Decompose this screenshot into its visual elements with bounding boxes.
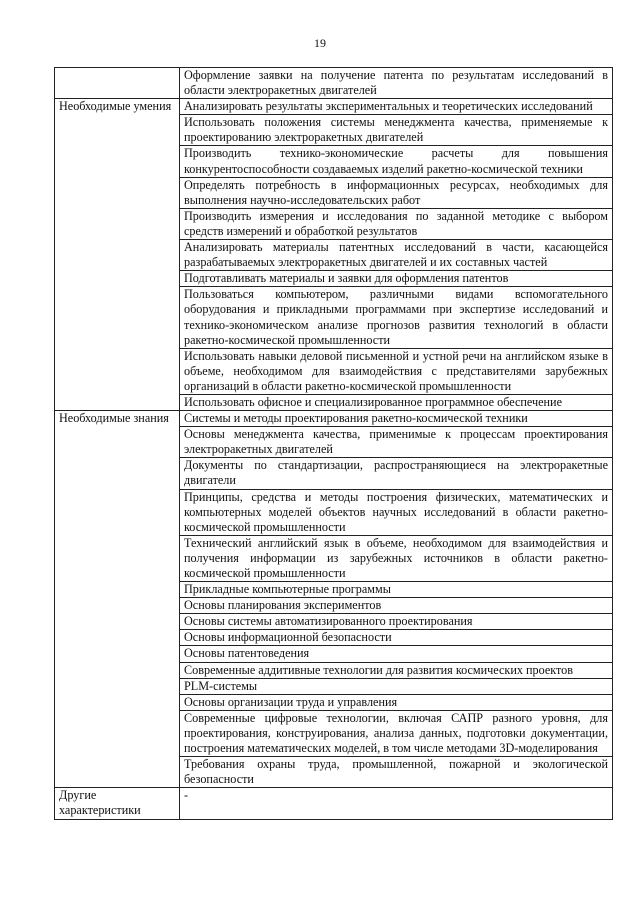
table-row [55,411,613,427]
requirement-item: Системы и методы проектирования ракетно-космической техники [180,411,613,427]
requirement-item: Использовать навыки деловой письменной и устной речи на английском языке в объеме, необходимом для взаимодействия с представителями зарубежных организаций в области ракетно-космической промышленности [180,348,613,394]
requirement-item: Принципы, средства и методы построения физических, математических и компьютерных моделей объектов научных исследований в области ракетно-космической промышленности [180,489,613,535]
requirement-item: Требования охраны труда, промышленной, пожарной и экологической безопасности [180,757,613,788]
requirement-item: Подготавливать материалы и заявки для оформления патентов [180,271,613,287]
qualification-table [54,67,613,820]
table-row [55,68,613,99]
requirement-item: Современные цифровые технологии, включая САПР разного уровня, для проектирования, конструирования, анализа данных, подготовки документации, построения математических моделей, в том числе методами 3D-моделирования [180,710,613,756]
requirement-item: Использовать положения системы менеджмента качества, применяемые к проектированию электроракетных двигателей [180,115,613,146]
requirement-item: Основы планирования экспериментов [180,598,613,614]
requirement-item: Оформление заявки на получение патента по результатам исследований в области электроракетных двигателей [180,68,613,99]
requirement-item: Производить измерения и исследования по заданной методике с выбором средств измерений и обработкой результатов [180,208,613,239]
requirement-item: Анализировать результаты экспериментальных и теоретических исследований [180,99,613,115]
section-label [55,68,180,99]
requirement-item: Основы информационной безопасности [180,630,613,646]
requirement-item: Использовать офисное и специализированное программное обеспечение [180,394,613,410]
page-number: 19 [314,36,326,50]
section-label: Необходимые знания [55,411,180,788]
requirement-item: Технический английский язык в объеме, необходимом для взаимодействия и получения информации из зарубежных источников в области ракетно-космической промышленности [180,535,613,581]
requirement-item: Пользоваться компьютером, различными видами вспомогательного оборудования и прикладными программами при экспертизе исследований и технико-экономическом анализе прогнозов развития технологий в области ракетно-космической промышленности [180,287,613,348]
qualification-table-body [55,68,613,820]
table-row [55,99,613,115]
requirement-item: Производить технико-экономические расчеты для повышения конкурентоспособности создаваемых изделий ракетно-космической техники [180,146,613,177]
requirement-item: Анализировать материалы патентных исследований в части, касающейся разрабатываемых электроракетных двигателей и их составных частей [180,240,613,271]
requirement-item: Основы системы автоматизированного проектирования [180,614,613,630]
section-label: Другие характеристики [55,788,180,819]
section-label: Необходимые умения [55,99,180,411]
requirement-item: PLM-системы [180,678,613,694]
requirement-item: Основы организации труда и управления [180,694,613,710]
requirement-item: Современные аддитивные технологии для развития космических проектов [180,662,613,678]
requirement-item: Определять потребность в информационных ресурсах, необходимых для выполнения научно-исследовательских работ [180,177,613,208]
table-row [55,788,613,819]
requirement-item: Основы патентоведения [180,646,613,662]
requirement-item: Прикладные компьютерные программы [180,582,613,598]
requirement-item: Основы менеджмента качества, применимые к процессам проектирования электроракетных двигателей [180,427,613,458]
requirement-item: - [180,788,613,819]
requirement-item: Документы по стандартизации, распространяющиеся на электроракетные двигатели [180,458,613,489]
